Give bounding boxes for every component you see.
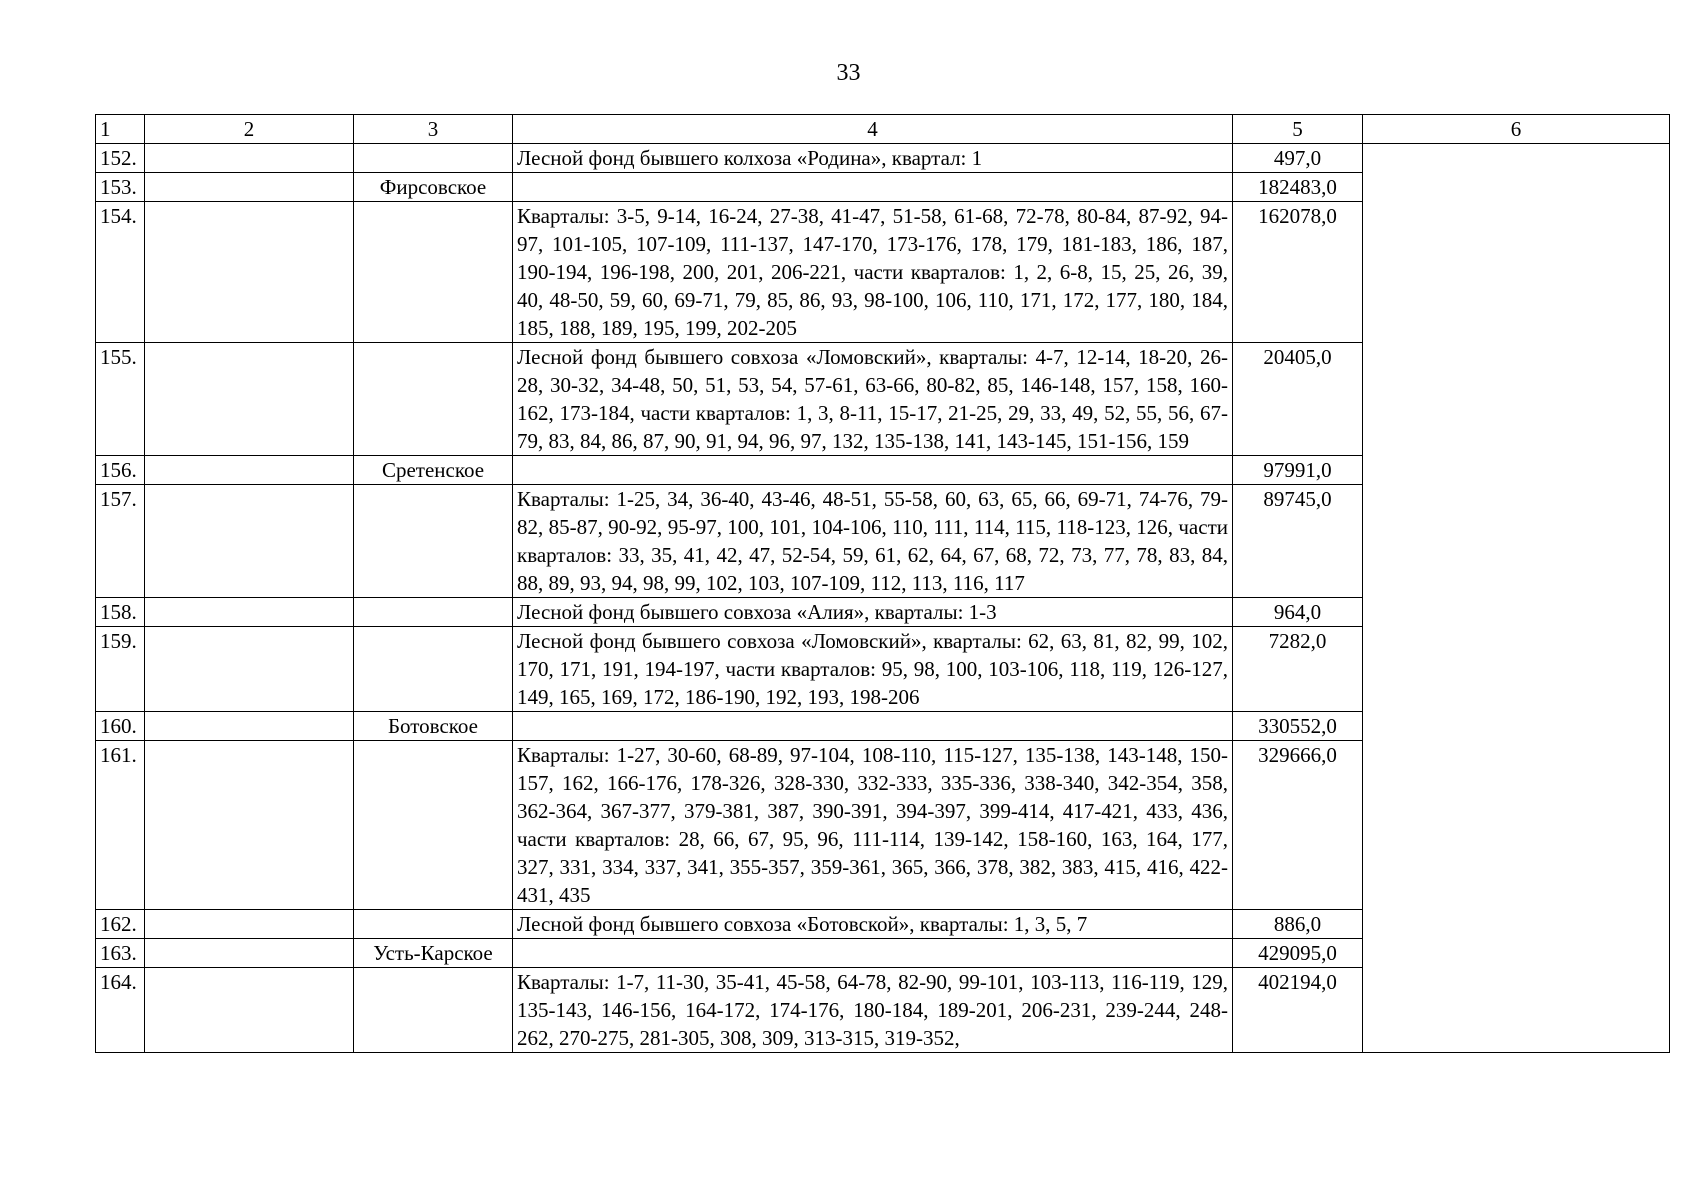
column-2-cell (145, 741, 354, 910)
area-cell: 886,0 (1233, 910, 1363, 939)
area-cell: 329666,0 (1233, 741, 1363, 910)
area-cell: 162078,0 (1233, 202, 1363, 343)
table-header-row (96, 115, 1670, 144)
column-2-cell (145, 343, 354, 456)
district-cell (354, 627, 513, 712)
district-cell (354, 144, 513, 173)
row-number-cell: 156. (96, 456, 145, 485)
row-number-cell: 160. (96, 712, 145, 741)
description-cell: Кварталы: 1-25, 34, 36-40, 43-46, 48-51, 55-58, 60, 63, 65, 66, 69-71, 74-76, 79-82, 85-87, 90-92, 95-97, 100, 101, 104-106, 110, 111, 114, 115, 118-123, 126, части кварталов: 33, 35, 41, 42, 47, 52-54, 59, 61, 62, 64, 67, 68, 72, 73, 77, 78, 83, 84, 88, 89, 93, 94, 98, 99, 102, 103, 107-109, 112, 113, 116, 117 (513, 485, 1233, 598)
area-cell: 497,0 (1233, 144, 1363, 173)
forest-fund-table (95, 114, 1670, 1053)
description-cell: Лесной фонд бывшего совхоза «Ботовской», кварталы: 1, 3, 5, 7 (513, 910, 1233, 939)
row-number-cell: 158. (96, 598, 145, 627)
district-cell (354, 202, 513, 343)
row-number-cell: 159. (96, 627, 145, 712)
district-cell: Сретенское (354, 456, 513, 485)
column-header: 5 (1233, 115, 1363, 144)
row-number-cell: 157. (96, 485, 145, 598)
description-cell: Лесной фонд бывшего совхоза «Алия», кварталы: 1-3 (513, 598, 1233, 627)
area-cell: 20405,0 (1233, 343, 1363, 456)
column-header: 4 (513, 115, 1233, 144)
description-cell: Лесной фонд бывшего совхоза «Ломовский», кварталы: 4-7, 12-14, 18-20, 26-28, 30-32, 34-48, 50, 51, 53, 54, 57-61, 63-66, 80-82, 85, 146-148, 157, 158, 160-162, 173-184, части кварталов: 1, 3, 8-11, 15-17, 21-25, 29, 33, 49, 52, 55, 56, 67-79, 83, 84, 86, 87, 90, 91, 94, 96, 97, 132, 135-138, 141, 143-145, 151-156, 159 (513, 343, 1233, 456)
area-cell: 330552,0 (1233, 712, 1363, 741)
column-2-cell (145, 173, 354, 202)
column-2-cell (145, 627, 354, 712)
district-cell: Ботовское (354, 712, 513, 741)
column-header: 1 (96, 115, 145, 144)
row-number-cell: 161. (96, 741, 145, 910)
district-cell (354, 968, 513, 1053)
row-number-cell: 155. (96, 343, 145, 456)
page-number: 33 (836, 60, 861, 86)
area-cell: 429095,0 (1233, 939, 1363, 968)
row-number-cell: 153. (96, 173, 145, 202)
row-number-cell: 152. (96, 144, 145, 173)
column-2-cell (145, 456, 354, 485)
table-row (96, 144, 1670, 173)
district-cell (354, 598, 513, 627)
column-2-cell (145, 939, 354, 968)
area-cell: 402194,0 (1233, 968, 1363, 1053)
column-header: 2 (145, 115, 354, 144)
description-cell (513, 456, 1233, 485)
column-2-cell (145, 968, 354, 1053)
description-cell: Лесной фонд бывшего совхоза «Ломовский», кварталы: 62, 63, 81, 82, 99, 102, 170, 171, 191, 194-197, части кварталов: 95, 98, 100, 103-106, 118, 119, 126-127, 149, 165, 169, 172, 186-190, 192, 193, 198-206 (513, 627, 1233, 712)
description-cell (513, 939, 1233, 968)
description-cell: Лесной фонд бывшего колхоза «Родина», квартал: 1 (513, 144, 1233, 173)
district-cell (354, 741, 513, 910)
area-cell: 182483,0 (1233, 173, 1363, 202)
district-cell: Фирсовское (354, 173, 513, 202)
column-2-cell (145, 910, 354, 939)
column-2-cell (145, 485, 354, 598)
area-cell: 89745,0 (1233, 485, 1363, 598)
column-2-cell (145, 598, 354, 627)
column-header: 6 (1363, 115, 1670, 144)
district-cell (354, 910, 513, 939)
district-cell (354, 343, 513, 456)
area-cell: 97991,0 (1233, 456, 1363, 485)
table-body (96, 144, 1670, 1053)
description-cell: Кварталы: 3-5, 9-14, 16-24, 27-38, 41-47, 51-58, 61-68, 72-78, 80-84, 87-92, 94-97, 101-105, 107-109, 111-137, 147-170, 173-176, 178, 179, 181-183, 186, 187, 190-194, 196-198, 200, 201, 206-221, части кварталов: 1, 2, 6-8, 15, 25, 26, 39, 40, 48-50, 59, 60, 69-71, 79, 85, 86, 93, 98-100, 106, 110, 171, 172, 177, 180, 184, 185, 188, 189, 195, 199, 202-205 (513, 202, 1233, 343)
area-cell: 964,0 (1233, 598, 1363, 627)
row-number-cell: 154. (96, 202, 145, 343)
column-2-cell (145, 202, 354, 343)
row-number-cell: 163. (96, 939, 145, 968)
row-number-cell: 164. (96, 968, 145, 1053)
description-cell (513, 173, 1233, 202)
district-cell: Усть-Карское (354, 939, 513, 968)
description-cell: Кварталы: 1-27, 30-60, 68-89, 97-104, 108-110, 115-127, 135-138, 143-148, 150-157, 162, 166-176, 178-326, 328-330, 332-333, 335-336, 338-340, 342-354, 358, 362-364, 367-377, 379-381, 387, 390-391, 394-397, 399-414, 417-421, 433, 436, части кварталов: 28, 66, 67, 95, 96, 111-114, 139-142, 158-160, 163, 164, 177, 327, 331, 334, 337, 341, 355-357, 359-361, 365, 366, 378, 382, 383, 415, 416, 422-431, 435 (513, 741, 1233, 910)
column-6-cell (1363, 144, 1670, 1053)
row-number-cell: 162. (96, 910, 145, 939)
column-header: 3 (354, 115, 513, 144)
description-cell (513, 712, 1233, 741)
column-2-cell (145, 144, 354, 173)
area-cell: 7282,0 (1233, 627, 1363, 712)
district-cell (354, 485, 513, 598)
description-cell: Кварталы: 1-7, 11-30, 35-41, 45-58, 64-78, 82-90, 99-101, 103-113, 116-119, 129, 135-143, 146-156, 164-172, 174-176, 180-184, 189-201, 206-231, 239-244, 248-262, 270-275, 281-305, 308, 309, 313-315, 319-352, (513, 968, 1233, 1053)
column-2-cell (145, 712, 354, 741)
